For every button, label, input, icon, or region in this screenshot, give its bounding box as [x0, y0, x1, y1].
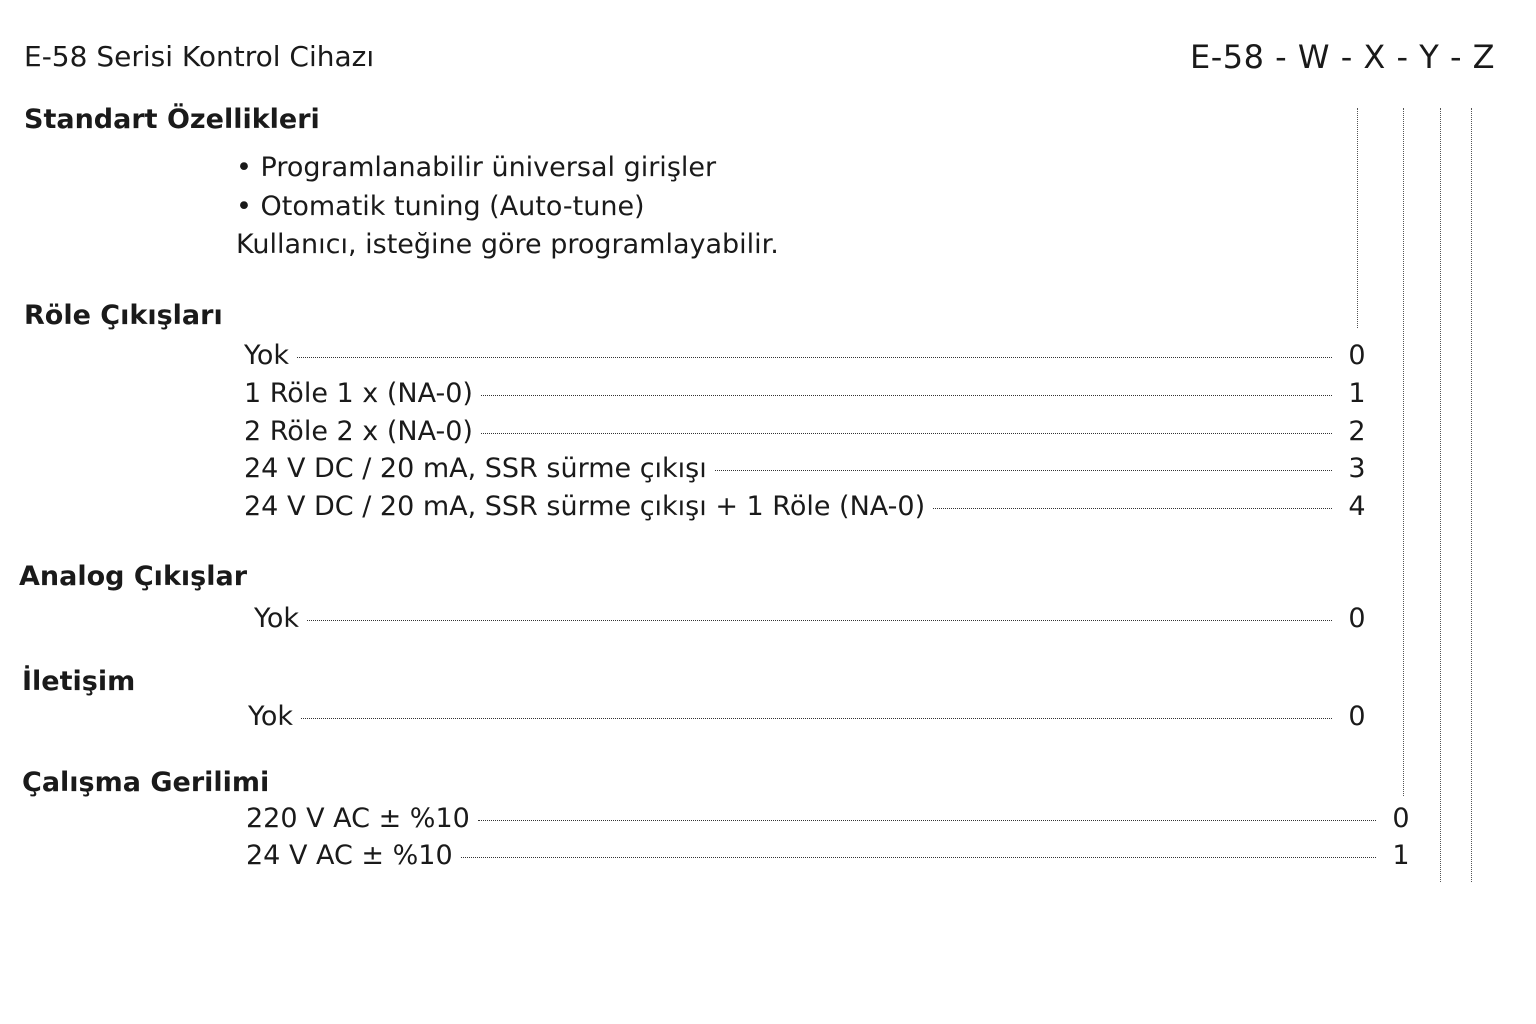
section-heading-relay-outputs: Röle Çıkışları: [24, 300, 223, 331]
section-heading-standard-features: Standart Özellikleri: [24, 104, 320, 135]
option-label: 24 V AC ± %10: [246, 840, 453, 871]
option-row: [244, 378, 1368, 409]
option-code: 0: [1348, 603, 1366, 634]
option-row: [248, 701, 1368, 732]
dot-leader: [307, 620, 1332, 621]
option-code: 1: [1392, 840, 1410, 871]
dot-leader: [715, 470, 1332, 471]
option-row: [244, 416, 1368, 447]
option-row: [244, 453, 1368, 484]
code-guide-line-y: [1440, 108, 1441, 882]
option-label: 24 V DC / 20 mA, SSR sürme çıkışı + 1 Röle (NA-0): [244, 491, 926, 522]
option-code: 0: [1348, 701, 1366, 732]
dot-leader: [297, 357, 1332, 358]
option-code: 4: [1348, 491, 1366, 522]
section-heading-communication: İletişim: [22, 666, 136, 697]
option-code: 3: [1348, 453, 1366, 484]
feature-note: Kullanıcı, isteğine göre programlayabilir.: [236, 229, 779, 260]
option-code: 2: [1348, 416, 1366, 447]
option-label: 2 Röle 2 x (NA-0): [244, 416, 473, 447]
dot-leader: [478, 820, 1376, 821]
dot-leader: [461, 857, 1376, 858]
code-guide-line-x: [1403, 108, 1404, 796]
dot-leader: [481, 395, 1332, 396]
option-label: Yok: [248, 701, 294, 732]
dot-leader: [301, 718, 1332, 719]
document-title: E-58 Serisi Kontrol Cihazı: [24, 40, 375, 73]
option-label: 24 V DC / 20 mA, SSR sürme çıkışı: [244, 453, 707, 484]
code-guide-line-z: [1471, 108, 1472, 882]
section-heading-analog-outputs: Analog Çıkışlar: [19, 561, 248, 592]
feature-item: • Otomatik tuning (Auto-tune): [236, 191, 645, 222]
option-label: 1 Röle 1 x (NA-0): [244, 378, 473, 409]
option-label: Yok: [244, 340, 290, 371]
option-label: 220 V AC ± %10: [246, 803, 470, 834]
option-label: Yok: [254, 603, 300, 634]
option-row: [244, 340, 1368, 371]
dot-leader: [933, 508, 1332, 509]
feature-item: • Programlanabilir üniversal girişler: [236, 152, 717, 183]
code-guide-line-w: [1357, 108, 1358, 328]
option-row: [246, 840, 1412, 871]
option-code: 0: [1392, 803, 1410, 834]
section-heading-supply-voltage: Çalışma Gerilimi: [22, 767, 270, 798]
option-row: [246, 803, 1412, 834]
product-code-title: E-58 - W - X - Y - Z: [1190, 38, 1496, 76]
option-code: 1: [1348, 378, 1366, 409]
dot-leader: [481, 433, 1332, 434]
option-row: [244, 491, 1368, 522]
option-code: 0: [1348, 340, 1366, 371]
option-row: [254, 603, 1368, 634]
